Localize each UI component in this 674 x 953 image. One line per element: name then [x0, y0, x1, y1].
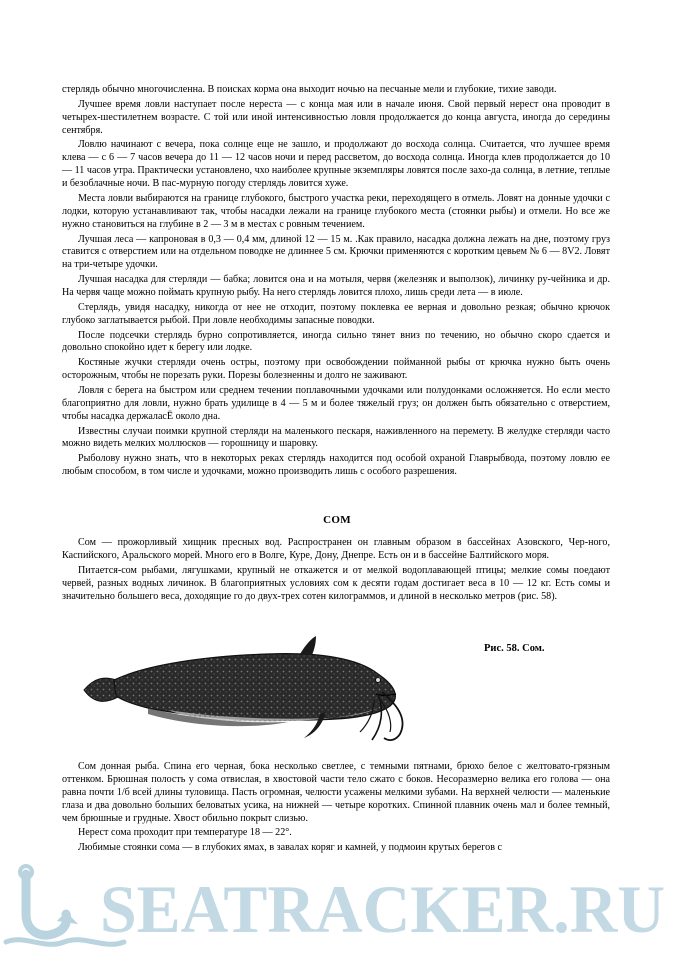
paragraph: Питается-сом рыбами, лягушками, крупный не откажется и от мелкой водоплавающей птицы; мелкие сомы поедают червей, разных водных личинок. В благоприятных условиях сом к десяти годам достигает веса в 10 — 12 кг. Есть сомы и значительно большего веса, доходящие го до двух-трех сотен килограммов, и длиной в несколько метров (рис. 58).: [62, 564, 610, 602]
catfish-description-section: [62, 761, 610, 857]
paragraph: Лучшее время ловли наступает после нереста — с конца мая или в начале июня. Свой первый нерест она проводит в четырех-шестилетнем возрасте. С той или иной интенсивностью ловля продолжается до конца августа, иногда до середины сентября.: [62, 98, 610, 136]
paragraph: Сом — прожорливый хищник пресных вод. Распространен он главным образом в бассейнах Азовского, Чер-ного, Каспийского, Аральского морей. Много его в Волге, Куре, Дону, Днепре. Есть он и в бассейне Балтийского моря.: [62, 537, 610, 561]
paragraph: Ловля с берега на быстром или среднем течении поплавочными удочками или полудонками осложняется. Но если место благоприятно для ловли, нужно брать удилище в 4 — 5 м и более тяжелый груз; он должен быть обязательно с отверстием, чтобы насадка держаласЁ около дна.: [62, 384, 610, 422]
paragraph: Ловлю начинают с вечера, пока солнце еще не зашло, и продолжают до восхода солнца. Считается, что лучшее время клева — с 6 — 7 часов вечера до 11 — 12 часов ночи и перед рассветом, до восхода солнца. Иногда клев продолжается до 10 — 11 часов утра. Практически установлено, чхо наиболее крупные экземпляры ловятся после захо-да солнца, в летние, теплые и безоблачные ночи. В пас-мурную погоду стерлядь ловится хуже.: [62, 139, 610, 190]
paragraph: Нерест сома проходит при температуре 18 — 22°.: [78, 827, 292, 839]
paragraph: Сом донная рыба. Спина его черная, бока несколько светлее, с темными пятнами, брюхо белое с желтовато-грязным оттенком. Брюшная полость у сома отвислая, в хвостовой части тело сжато с боков. Несоразмерно велика его голова — она равна почти 1/б всей длины туловища. Пасть огромная, челюсти усажены мелкими зубами. На верхней челюсти — маленькие глаза и два довольно больших беловатых усика, на нижней — четыре коротких. Спинной плавник очень мал и более темный, чем брюшные и грудные. Хвост обильно покрыт слизью.: [62, 761, 610, 824]
paragraph: Лучшая насадка для стерляди — бабка; ловится она и на мотыля, червя (железняк и выползок), личинку ру-чейника и др. На червя чаще можно поймать крупную рыбу. На него стерлядь ловится плохо, лишь среди лета — в июле.: [62, 274, 610, 299]
catfish-intro-section: [62, 537, 610, 605]
paragraph: После подсечки стерлядь бурно сопротивляется, иногда сильно тянет вниз по течению, но обычно скоро сдается и довольно спокойно идет к берегу или лодке.: [62, 329, 610, 354]
sterlet-text-section: [62, 84, 610, 481]
paragraph: Известны случаи поимки крупной стерляди на маленького пескаря, наживленного на перемету. В желудке стерляди часто можно видеть мелких моллюсков — горошницу и шаровку.: [62, 425, 610, 450]
paragraph: Места ловли выбираются на границе глубокого, быстрого участка реки, переходящего в отмель. Ловят на донные удочки с лодки, которую устанавливают так, чтобы насадки лежали на границе глубокого места (стоянки рыбы) и отмели. Но все же нужно становиться на глубине в 2 — 3 м в местах с ровным течением.: [62, 192, 610, 230]
catfish-illustration: [78, 634, 418, 749]
paragraph: Лучшая леса — капроновая в 0,3 — 0,4 мм, длиной 12 — 15 м. .Как правило, насадка должна лежать на дне, поэтому груз ставится с отверстием или на отдельном поводке не длиннее 5 см. Крючки применяются с коротким цевьем № 6 — 8V2. Ловят на три-четыре удочки.: [62, 233, 610, 271]
paragraph: Костяные жучки стерляди очень остры, поэтому при освобождении пойманной рыбы от крючка нужно быть очень осторожным, чтобы не порезать руки. Порезы болезненны и долго не заживают.: [62, 357, 610, 382]
figure-caption: Рис. 58. Сом.: [484, 643, 545, 654]
paragraph: Рыболову нужно знать, что в некоторых реках стерлядь находится под особой охраной Главрыбвода, поэтому ловлю ее любым способом, в том числе и удочками, можно производить лишь с особого разрешения.: [62, 453, 610, 478]
seatracker-watermark: [0, 860, 674, 953]
paragraph: Любимые стоянки сома — в глубоких ямах, в завалах коряг и камней, у подмоин крутых берегов с: [78, 842, 502, 854]
section-heading-som: СОМ: [323, 514, 351, 526]
paragraph: Стерлядь, увидя насадку, никогда от нее не отходит, поэтому поклевка ее верная и довольно резкая; обычно крючок глубоко заглатывается рыбой. При ловле необходимы запасные поводки.: [62, 301, 610, 326]
paragraph: стерлядь обычно многочисленна. В поисках корма она выходит ночью на песчаные мели и глубокие, тихие заводи.: [62, 84, 557, 95]
watermark-text: SEATRACKER.RU: [100, 871, 665, 947]
